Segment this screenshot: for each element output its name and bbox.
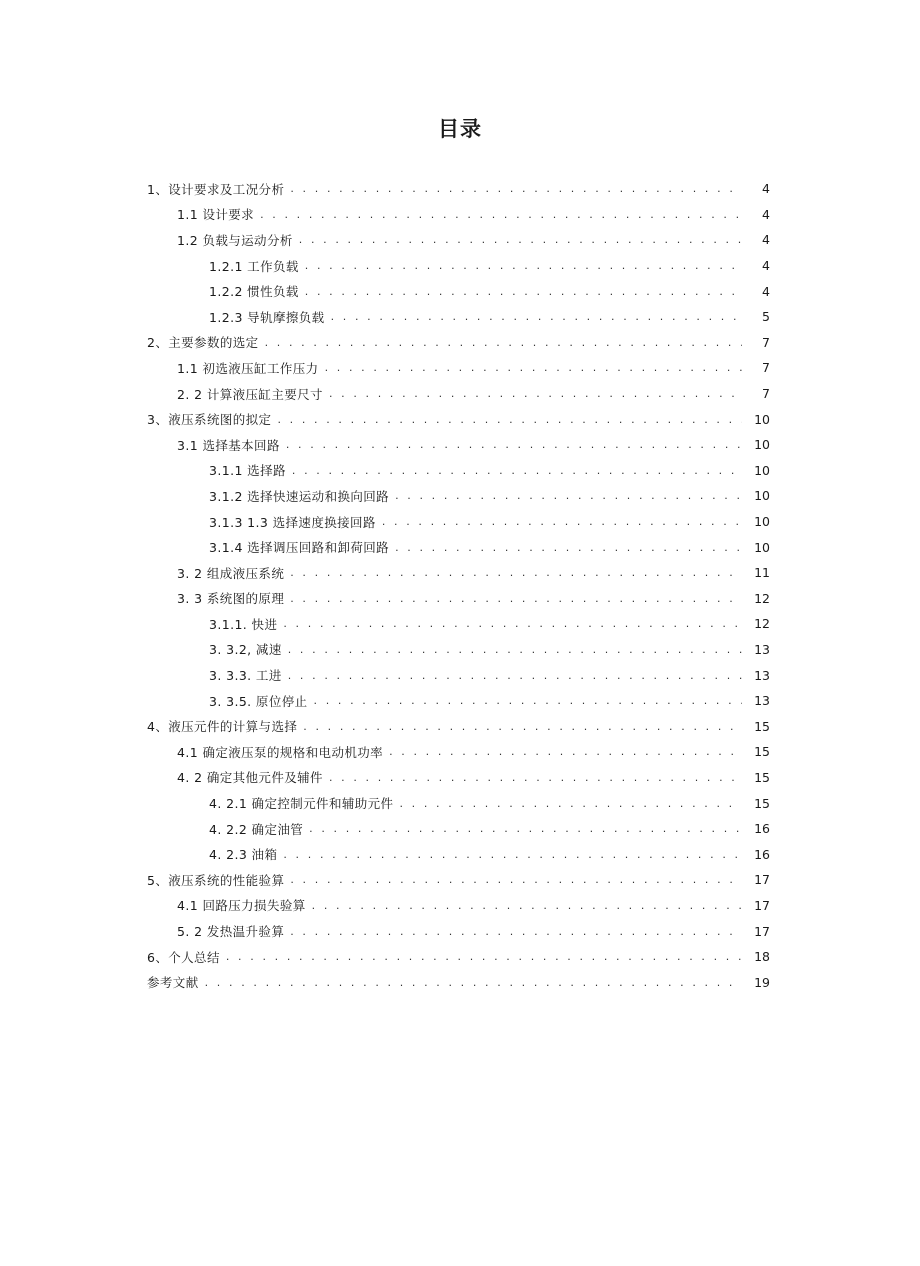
- dot-leader: [309, 822, 742, 835]
- dot-leader: [314, 694, 742, 707]
- toc-entry-label: 3. 3.3. 工进: [209, 668, 282, 684]
- toc-page-number: 4: [762, 181, 770, 197]
- toc-page-number: 5: [762, 309, 770, 325]
- toc-entry-label: 3.1 选择基本回路: [177, 437, 280, 453]
- toc-page-number: 7: [762, 360, 770, 376]
- toc-entry-label: 1.1 设计要求: [177, 207, 255, 223]
- dot-leader: [290, 592, 742, 605]
- toc-entry-label: 4、液压元件的计算与选择: [147, 719, 298, 735]
- toc-entry-label: 3. 2 组成液压系统: [177, 565, 285, 581]
- toc-page-number: 16: [754, 846, 770, 862]
- dot-leader: [205, 976, 742, 989]
- dot-leader: [290, 182, 742, 195]
- toc-entry-label: 1、设计要求及工况分析: [147, 181, 285, 197]
- dot-leader: [299, 233, 742, 246]
- toc-entry[interactable]: [0, 688, 920, 714]
- toc-entry-label: 3. 3.2, 减速: [209, 642, 282, 658]
- toc-entry[interactable]: [0, 739, 920, 765]
- toc-entry[interactable]: [0, 841, 920, 867]
- toc-entry[interactable]: [0, 560, 920, 586]
- toc-entry-label: 1.2.3 导轨摩擦负载: [209, 309, 325, 325]
- toc-page-number: 13: [754, 667, 770, 683]
- toc-entry[interactable]: [0, 253, 920, 279]
- toc-page-number: 10: [754, 539, 770, 555]
- toc-entry[interactable]: [0, 330, 920, 356]
- toc-entry[interactable]: [0, 867, 920, 893]
- toc-page-number: 16: [754, 821, 770, 837]
- dot-leader: [290, 566, 742, 579]
- toc-page-number: 13: [754, 641, 770, 657]
- toc-page-number: 10: [754, 462, 770, 478]
- dot-leader: [290, 925, 742, 938]
- toc-entry[interactable]: [0, 381, 920, 407]
- toc-entry-label: 参考文献: [147, 975, 199, 991]
- toc-entry-label: 3.1.4 选择调压回路和卸荷回路: [209, 540, 390, 556]
- toc-entry[interactable]: [0, 893, 920, 919]
- toc-entry[interactable]: [0, 790, 920, 816]
- toc-entry-label: 5、液压系统的性能验算: [147, 872, 285, 888]
- toc-entry[interactable]: [0, 944, 920, 970]
- toc-entry[interactable]: [0, 176, 920, 202]
- dot-leader: [331, 310, 742, 323]
- toc-page-number: 19: [754, 974, 770, 990]
- toc-entry-label: 3.1.1 选择路: [209, 463, 286, 479]
- toc-entry-label: 3. 3.5. 原位停止: [209, 693, 308, 709]
- toc-page-number: 12: [754, 616, 770, 632]
- toc-entry[interactable]: [0, 765, 920, 791]
- toc-list: [0, 176, 920, 995]
- toc-entry[interactable]: [0, 355, 920, 381]
- toc-entry-label: 2、主要参数的选定: [147, 335, 259, 351]
- toc-entry-label: 4. 2.3 油箱: [209, 847, 278, 863]
- dot-leader: [288, 669, 742, 682]
- toc-page-number: 15: [754, 795, 770, 811]
- dot-leader: [325, 361, 742, 374]
- toc-entry-label: 2. 2 计算液压缸主要尺寸: [177, 386, 323, 402]
- toc-entry[interactable]: [0, 586, 920, 612]
- toc-page-number: 4: [762, 258, 770, 274]
- dot-leader: [305, 259, 742, 272]
- toc-entry-label: 4. 2.2 确定油管: [209, 821, 304, 837]
- toc-page-number: 4: [762, 206, 770, 222]
- toc-entry-label: 3.1.2 选择快速运动和换向回路: [209, 488, 390, 504]
- dot-leader: [303, 720, 742, 733]
- toc-page-number: 11: [754, 565, 770, 581]
- toc-entry[interactable]: [0, 534, 920, 560]
- toc-entry-label: 1.1 初选液压缸工作压力: [177, 360, 319, 376]
- toc-entry-label: 1.2.2 惯性负载: [209, 284, 299, 300]
- toc-page-number: 17: [754, 923, 770, 939]
- toc-entry[interactable]: [0, 227, 920, 253]
- toc-page-number: 13: [754, 693, 770, 709]
- toc-page-number: 7: [762, 386, 770, 402]
- toc-entry[interactable]: [0, 509, 920, 535]
- toc-entry[interactable]: [0, 406, 920, 432]
- toc-entry[interactable]: [0, 278, 920, 304]
- toc-entry[interactable]: [0, 483, 920, 509]
- dot-leader: [260, 208, 742, 221]
- toc-entry[interactable]: [0, 918, 920, 944]
- toc-page-number: 4: [762, 232, 770, 248]
- dot-leader: [290, 873, 742, 886]
- toc-page-number: 10: [754, 514, 770, 530]
- dot-leader: [395, 541, 742, 554]
- toc-page-number: 15: [754, 744, 770, 760]
- toc-page-number: 17: [754, 872, 770, 888]
- dot-leader: [277, 413, 742, 426]
- dot-leader: [283, 617, 742, 630]
- toc-page-number: 7: [762, 334, 770, 350]
- toc-entry[interactable]: [0, 432, 920, 458]
- toc-entry-label: 1.2 负载与运动分析: [177, 232, 293, 248]
- toc-entry-label: 3. 3 系统图的原理: [177, 591, 285, 607]
- toc-page-number: 12: [754, 590, 770, 606]
- toc-title: 目录: [438, 117, 482, 141]
- toc-page-number: 10: [754, 437, 770, 453]
- dot-leader: [312, 899, 742, 912]
- dot-leader: [382, 515, 742, 528]
- dot-leader: [288, 643, 742, 656]
- toc-entry-label: 4. 2 确定其他元件及辅件: [177, 770, 323, 786]
- toc-entry[interactable]: [0, 816, 920, 842]
- toc-page-number: 15: [754, 769, 770, 785]
- toc-entry-label: 4.1 确定液压泵的规格和电动机功率: [177, 744, 384, 760]
- toc-entry-label: 6、个人总结: [147, 949, 220, 965]
- dot-leader: [305, 285, 742, 298]
- toc-entry[interactable]: [0, 637, 920, 663]
- toc-entry-label: 4.1 回路压力损失验算: [177, 898, 306, 914]
- toc-page-number: 15: [754, 718, 770, 734]
- toc-entry[interactable]: [0, 969, 920, 995]
- dot-leader: [395, 489, 742, 502]
- toc-page-number: 18: [754, 949, 770, 965]
- dot-leader: [329, 771, 742, 784]
- toc-entry[interactable]: [0, 611, 920, 637]
- dot-leader: [265, 336, 742, 349]
- toc-entry-label: 3、液压系统图的拟定: [147, 412, 272, 428]
- dot-leader: [399, 797, 742, 810]
- dot-leader: [389, 745, 742, 758]
- dot-leader: [292, 464, 742, 477]
- dot-leader: [329, 387, 742, 400]
- toc-entry[interactable]: [0, 662, 920, 688]
- toc-entry[interactable]: [0, 713, 920, 739]
- toc-entry-label: 1.2.1 工作负载: [209, 258, 299, 274]
- toc-entry-label: 3.1.1. 快进: [209, 616, 278, 632]
- toc-page-number: 4: [762, 283, 770, 299]
- toc-entry[interactable]: [0, 202, 920, 228]
- toc-entry-label: 3.1.3 1.3 选择速度换接回路: [209, 514, 376, 530]
- dot-leader: [226, 950, 742, 963]
- toc-page-number: 17: [754, 897, 770, 913]
- toc-page-number: 10: [754, 411, 770, 427]
- dot-leader: [283, 848, 742, 861]
- toc-entry-label: 4. 2.1 确定控制元件和辅助元件: [209, 796, 394, 812]
- toc-entry[interactable]: [0, 458, 920, 484]
- toc-entry-label: 5. 2 发热温升验算: [177, 924, 285, 940]
- toc-page-number: 10: [754, 488, 770, 504]
- dot-leader: [286, 438, 742, 451]
- toc-entry[interactable]: [0, 304, 920, 330]
